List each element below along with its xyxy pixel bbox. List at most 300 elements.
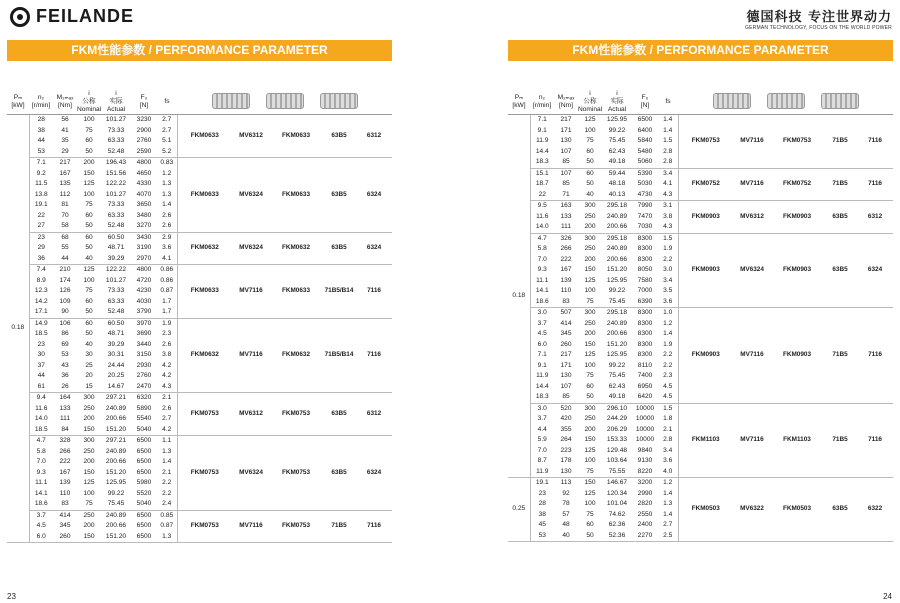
column-header-line: F₀: [641, 94, 649, 101]
table-cell: 85: [562, 180, 570, 187]
table-cell: 2.6: [162, 340, 172, 348]
table-cell: 45: [538, 521, 546, 528]
table-cell: 60.50: [107, 233, 125, 241]
table-cell: 125: [83, 180, 95, 187]
table-cell: 300: [83, 394, 95, 401]
model-cell: 63B5: [322, 158, 356, 233]
table-row: [7, 393, 392, 404]
table-cell: 6500: [131, 532, 157, 543]
table-cell: 4070: [136, 190, 152, 198]
table-cell: 75: [77, 499, 101, 510]
motor-icon: [767, 93, 805, 109]
table-cell: 7030: [632, 222, 658, 233]
table-cell: 8300: [637, 330, 653, 337]
table-cell: 2.2: [663, 255, 673, 263]
brand-logo: [10, 6, 134, 27]
table-cell: 12.3: [34, 287, 48, 294]
table-cell: 125.95: [105, 479, 127, 486]
table-cell: 240.89: [105, 404, 127, 412]
table-cell: 3230: [136, 116, 152, 123]
model-cell: MV7116: [232, 510, 270, 543]
column-header: [508, 90, 530, 115]
model-cell: 7116: [857, 115, 893, 169]
column-header-line: i: [88, 90, 90, 97]
table-cell: 2.6: [157, 221, 177, 232]
table-cell: 200: [83, 458, 95, 465]
table-cell: 9.3: [537, 266, 547, 273]
table-cell: 52.48: [101, 147, 131, 158]
table-cell: 4.2: [162, 361, 172, 369]
table-cell: 11.1: [35, 479, 48, 486]
table-cell: 1.4: [663, 489, 673, 497]
table-cell: 28: [37, 116, 45, 123]
table-cell: 39.29: [107, 340, 125, 348]
model-cell: FKM0903: [771, 308, 823, 404]
column-header-line: [r/min]: [532, 102, 552, 109]
table-cell: 23: [37, 233, 45, 241]
table-cell: 113: [560, 479, 572, 486]
table-cell: 2.7: [162, 126, 172, 134]
table-cell: 14.2: [34, 297, 48, 305]
table-cell: 174: [59, 276, 71, 284]
table-cell: 100: [584, 126, 596, 134]
table-cell: 4.1: [157, 254, 177, 265]
table-cell: 240.89: [105, 447, 127, 455]
gearbox-images: [177, 90, 392, 115]
table-cell: 3190: [136, 244, 152, 251]
table-cell: 167: [59, 468, 71, 476]
table-cell: 50: [85, 244, 93, 251]
table-cell: 40: [77, 254, 101, 265]
table-cell: 122.22: [105, 180, 127, 187]
table-cell: 75.45: [602, 297, 632, 308]
page-title-right: FKM性能参数 / PERFORMANCE PARAMETER: [508, 40, 893, 61]
table-cell: 6500: [136, 511, 152, 519]
table-cell: 30: [85, 351, 93, 358]
column-header-line: [kW]: [11, 102, 25, 109]
table-cell: 14.4: [535, 382, 549, 390]
page-number-left: 23: [7, 592, 16, 601]
table-cell: 50: [85, 330, 93, 337]
table-cell: 73.33: [107, 126, 125, 134]
table-cell: 4030: [136, 297, 152, 305]
table-cell: 2.1: [162, 394, 172, 401]
power-cell: 0.18: [7, 115, 29, 543]
table-cell: 0.86: [160, 266, 174, 273]
table-cell: 75: [85, 201, 93, 208]
table-cell: 3440: [136, 340, 152, 348]
table-cell: 11.1: [536, 276, 549, 284]
table-cell: 4.5: [663, 382, 673, 390]
table-cell: 18.3: [530, 157, 554, 168]
table-cell: 2.3: [663, 372, 673, 379]
table-cell: 62.43: [608, 382, 626, 390]
table-cell: 29: [53, 147, 77, 158]
table-cell: 240.89: [105, 511, 127, 519]
model-cell: FKM0632: [177, 318, 232, 393]
column-header-line: Actual: [106, 106, 126, 113]
column-header-line: Nominal: [77, 106, 101, 113]
table-cell: 8110: [637, 361, 653, 369]
table-cell: 99.22: [608, 361, 626, 369]
table-cell: 130: [560, 137, 572, 144]
table-cell: 75.45: [101, 499, 131, 510]
table-cell: 53: [530, 531, 554, 542]
column-header-line: 公称: [583, 98, 597, 105]
table-cell: 200.66: [105, 458, 127, 465]
table-cell: 1.3: [162, 447, 172, 455]
table-cell: 103.64: [606, 457, 628, 464]
model-cell: FKM0633: [270, 115, 322, 158]
table-cell: 11.5: [35, 180, 48, 187]
table-cell: 49.18: [602, 157, 632, 168]
table-cell: 109: [59, 297, 71, 305]
table-cell: 260: [53, 532, 77, 543]
table-cell: 78: [562, 500, 570, 507]
table-cell: 52.48: [101, 307, 131, 318]
table-cell: 297.21: [105, 437, 127, 444]
table-cell: 171: [560, 361, 572, 369]
column-header-line: [Nm]: [559, 102, 573, 109]
reducer-icon: [821, 93, 859, 109]
table-cell: 39.29: [101, 254, 131, 265]
table-cell: 150: [83, 468, 95, 476]
table-cell: 150: [584, 340, 596, 348]
table-cell: 133: [59, 404, 71, 412]
table-cell: 8300: [637, 309, 653, 316]
table-cell: 200: [584, 330, 596, 337]
table-cell: 240.89: [606, 245, 628, 252]
table-cell: 101.04: [606, 500, 628, 507]
table-cell: 75.45: [608, 137, 626, 144]
table-cell: 507: [560, 309, 572, 316]
table-row: [508, 233, 893, 244]
table-cell: 18.5: [34, 330, 48, 337]
table-cell: 2590: [131, 147, 157, 158]
model-cell: FKM0633: [270, 265, 322, 319]
table-cell: 1.2: [162, 169, 172, 177]
column-header: [29, 90, 53, 115]
table-cell: 60: [85, 211, 93, 219]
table-cell: 5890: [136, 404, 152, 412]
model-cell: MV7116: [733, 403, 771, 478]
table-cell: 7990: [637, 202, 653, 209]
column-header: [530, 90, 554, 115]
table-cell: 8300: [637, 351, 653, 358]
table-cell: 217: [59, 159, 71, 166]
table-cell: 101.27: [105, 116, 127, 123]
table-cell: 328: [59, 437, 71, 444]
table-cell: 85: [554, 157, 578, 168]
table-cell: 24.44: [107, 361, 125, 369]
slogan: [745, 6, 892, 31]
column-header: [578, 90, 602, 115]
table-cell: 6320: [136, 394, 152, 401]
column-header-line: [r/min]: [31, 102, 51, 109]
table-cell: 30.31: [107, 351, 125, 358]
table-cell: 53: [29, 147, 53, 158]
column-header-line: 实际: [109, 98, 123, 105]
table-cell: 58: [53, 221, 77, 232]
table-cell: 5.8: [537, 245, 547, 252]
table-cell: 153.33: [606, 436, 628, 443]
column-header-line: Pₘ: [514, 94, 524, 101]
table-cell: 6500: [136, 447, 152, 455]
table-cell: 11.9: [530, 467, 554, 478]
model-cell: 6324: [356, 436, 392, 511]
table-cell: 60: [85, 297, 93, 305]
table-cell: 250: [584, 245, 596, 252]
table-cell: 210: [59, 266, 71, 273]
table-cell: 6500: [136, 522, 152, 529]
table-cell: 171: [560, 126, 572, 134]
table-cell: 6.0: [29, 532, 53, 543]
table-cell: 3.0: [537, 404, 547, 412]
table-cell: 8050: [637, 266, 653, 273]
table-cell: 50: [77, 221, 101, 232]
table-cell: 151.20: [606, 340, 628, 348]
table-cell: 44: [37, 137, 45, 144]
table-cell: 68: [61, 233, 69, 241]
table-cell: 150: [584, 436, 596, 443]
table-cell: 1.4: [663, 510, 673, 518]
table-cell: 2.6: [162, 211, 172, 219]
table-cell: 50: [77, 307, 101, 318]
table-cell: 244.29: [606, 415, 628, 422]
table-cell: 37: [37, 361, 45, 369]
table-cell: 52.36: [602, 531, 632, 542]
table-cell: 6420: [632, 392, 658, 403]
column-header: [53, 90, 77, 115]
column-header-line: M₂ₘₐₓ: [56, 94, 74, 101]
table-cell: 50: [578, 157, 602, 168]
model-cell: 63B5: [823, 478, 857, 542]
table-cell: 14.67: [101, 382, 131, 393]
table-cell: 5.1: [162, 137, 172, 144]
model-cell: MV6324: [733, 233, 771, 308]
table-cell: 3.6: [658, 297, 678, 308]
table-cell: 18.7: [535, 180, 549, 187]
table-cell: 266: [59, 447, 71, 455]
table-cell: 146.67: [606, 479, 628, 486]
table-cell: 1.7: [162, 297, 172, 305]
table-row: [508, 403, 893, 414]
model-cell: MV7116: [232, 318, 270, 393]
table-cell: 200: [578, 222, 602, 233]
column-header-line: Nominal: [578, 106, 602, 113]
table-cell: 2270: [632, 531, 658, 542]
table-cell: 3790: [131, 307, 157, 318]
table-cell: 8300: [637, 255, 653, 263]
model-cell: FKM0633: [177, 158, 232, 233]
table-cell: 3650: [136, 201, 152, 208]
table-cell: 22: [37, 211, 45, 219]
column-header-line: n₂: [37, 94, 45, 101]
column-header-line: [N]: [139, 102, 149, 109]
model-cell: FKM0632: [177, 232, 232, 265]
table-cell: 3.8: [663, 212, 673, 220]
table-cell: 40.13: [602, 190, 632, 201]
table-cell: 92: [562, 489, 570, 497]
table-cell: 4800: [136, 266, 152, 273]
table-cell: 14.1: [535, 287, 549, 294]
model-cell: 6324: [356, 232, 392, 265]
table-cell: 4.2: [162, 372, 172, 379]
table-cell: 250: [83, 511, 95, 519]
model-cell: FKM0753: [270, 393, 322, 436]
table-cell: 99.22: [107, 489, 125, 497]
table-cell: 74.62: [608, 510, 626, 518]
table-cell: 2550: [637, 510, 653, 518]
table-cell: 107: [560, 382, 572, 390]
table-cell: 2.5: [658, 531, 678, 542]
model-cell: MV6324: [232, 158, 270, 233]
table-cell: 14.1: [34, 489, 48, 497]
page-title-left: FKM性能参数 / PERFORMANCE PARAMETER: [7, 40, 392, 61]
model-cell: FKM0753: [270, 510, 322, 543]
table-cell: 1.3: [157, 532, 177, 543]
table-cell: 4720: [136, 276, 152, 284]
slogan-en: GERMAN TECHNOLOGY, FOCUS ON THE WORLD POWER: [745, 25, 892, 31]
table-cell: 57: [562, 510, 570, 518]
table-cell: 63.33: [107, 297, 125, 305]
performance-table-right: [508, 90, 893, 542]
table-cell: 4.5: [537, 330, 547, 337]
table-cell: 83: [53, 499, 77, 510]
table-cell: 9840: [637, 446, 653, 454]
table-cell: 49.18: [602, 392, 632, 403]
table-row: [508, 308, 893, 319]
table-cell: 7580: [637, 276, 653, 284]
table-cell: 10000: [635, 436, 655, 443]
table-cell: 60: [85, 137, 93, 144]
model-cell: 6312: [857, 201, 893, 234]
table-cell: 38: [37, 126, 45, 134]
table-cell: 75: [586, 137, 594, 144]
model-cell: 63B5: [322, 436, 356, 511]
column-header-line: n₂: [538, 94, 546, 101]
model-cell: FKM0503: [678, 478, 733, 542]
column-header-line: Actual: [607, 106, 627, 113]
model-cell: 71B5/B14: [322, 265, 356, 319]
table-cell: 355: [560, 425, 572, 433]
table-cell: 8.7: [537, 457, 547, 464]
table-cell: 129.48: [606, 446, 628, 454]
table-cell: 56: [61, 116, 69, 123]
table-cell: 1.5: [663, 234, 673, 242]
table-cell: 150: [83, 169, 95, 177]
table-cell: 2.3: [162, 330, 172, 337]
table-cell: 200: [584, 425, 596, 433]
brand-mark-icon: [10, 7, 30, 27]
table-cell: 4650: [136, 169, 152, 177]
model-cell: 71B5: [823, 403, 857, 478]
table-cell: 3.4: [663, 169, 673, 177]
table-cell: 1.5: [663, 137, 673, 144]
table-cell: 125: [584, 116, 596, 123]
table-cell: 130: [560, 372, 572, 379]
model-cell: 71B5: [322, 510, 356, 543]
table-cell: 63.33: [107, 137, 125, 144]
model-cell: MV7116: [232, 265, 270, 319]
table-cell: 2.9: [162, 233, 172, 241]
model-cell: 6312: [356, 115, 392, 158]
model-cell: FKM0753: [177, 393, 232, 436]
gearbox-icon: [212, 93, 250, 109]
table-cell: 125.95: [606, 351, 628, 358]
table-cell: 223: [560, 446, 572, 454]
table-cell: 414: [560, 319, 572, 327]
table-cell: 200.66: [606, 255, 628, 263]
table-cell: 8300: [637, 234, 653, 242]
table-cell: 6400: [637, 126, 653, 134]
table-cell: 5.9: [537, 436, 547, 443]
table-cell: 4.5: [658, 392, 678, 403]
table-cell: 296.10: [606, 404, 628, 412]
table-cell: 6950: [637, 382, 653, 390]
model-cell: MV7116: [733, 308, 771, 404]
table-cell: 130: [554, 467, 578, 478]
table-cell: 3150: [136, 351, 152, 358]
table-cell: 240.89: [606, 212, 628, 220]
table-cell: 1.9: [663, 245, 673, 252]
table-cell: 59.44: [608, 169, 626, 177]
table-cell: 40: [554, 531, 578, 542]
table-cell: 2.7: [162, 116, 172, 123]
table-cell: 3480: [136, 211, 152, 219]
table-cell: 345: [560, 330, 572, 337]
model-cell: 63B5: [322, 115, 356, 158]
table-cell: 43: [61, 361, 69, 369]
model-cell: 6324: [356, 158, 392, 233]
table-cell: 100: [584, 457, 596, 464]
table-cell: 200: [584, 255, 596, 263]
table-cell: 1.2: [663, 479, 673, 486]
table-cell: 8300: [637, 245, 653, 252]
table-cell: 2760: [136, 372, 152, 379]
model-cell: 7116: [857, 403, 893, 478]
table-cell: 18.6: [29, 499, 53, 510]
model-cell: FKM0903: [678, 308, 733, 404]
table-cell: 7000: [637, 287, 653, 294]
table-cell: 1.4: [162, 458, 172, 465]
table-cell: 150: [584, 266, 596, 273]
column-header: [632, 90, 658, 115]
table-cell: 50: [578, 392, 602, 403]
table-cell: 250: [584, 415, 596, 422]
model-cell: FKM0633: [177, 115, 232, 158]
table-cell: 139: [59, 479, 71, 486]
table-cell: 125: [584, 446, 596, 454]
table-cell: 300: [584, 404, 596, 412]
table-cell: 2970: [131, 254, 157, 265]
table-cell: 167: [59, 169, 71, 177]
table-cell: 4.3: [157, 382, 177, 393]
model-cell: 7116: [356, 510, 392, 543]
table-cell: 23: [37, 340, 45, 348]
table-cell: 13.8: [34, 190, 48, 198]
table-cell: 2760: [136, 137, 152, 144]
table-cell: 60: [85, 319, 93, 327]
table-cell: 48.18: [608, 180, 626, 187]
table-cell: 1.8: [663, 415, 673, 422]
table-cell: 200.66: [105, 522, 127, 529]
model-cell: 63B5: [322, 232, 356, 265]
model-cell: FKM0503: [771, 478, 823, 542]
model-cell: FKM0632: [270, 232, 322, 265]
column-header: [77, 90, 101, 115]
table-cell: 2.7: [663, 521, 673, 528]
